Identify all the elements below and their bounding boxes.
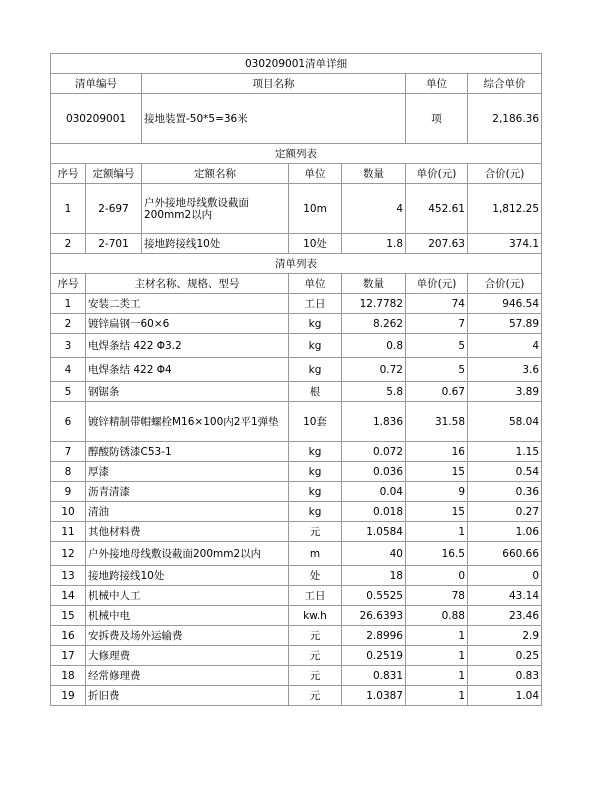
material-row xyxy=(51,462,542,482)
material-name: 电焊条结 422 Φ3.2 xyxy=(86,334,289,358)
material-total: 1.15 xyxy=(468,442,542,462)
quota-name: 接地跨接线10处 xyxy=(142,234,289,254)
material-unit: 元 xyxy=(289,522,342,542)
quota-name: 户外接地母线敷设截面200mm2以内 xyxy=(142,184,289,234)
material-name: 钢锯条 xyxy=(86,382,289,402)
material-name: 沥青清漆 xyxy=(86,482,289,502)
material-name: 户外接地母线敷设截面200mm2以内 xyxy=(86,542,289,566)
material-price: 1 xyxy=(406,666,468,686)
material-qty: 2.8996 xyxy=(342,626,406,646)
quota-header-row xyxy=(51,164,542,184)
material-row xyxy=(51,314,542,334)
material-no: 8 xyxy=(51,462,86,482)
material-qty: 0.2519 xyxy=(342,646,406,666)
material-total: 3.89 xyxy=(468,382,542,402)
material-price: 0.88 xyxy=(406,606,468,626)
material-price: 74 xyxy=(406,294,468,314)
material-unit: 元 xyxy=(289,686,342,706)
material-no: 11 xyxy=(51,522,86,542)
material-total: 0.83 xyxy=(468,666,542,686)
material-header-total: 合价(元) xyxy=(468,274,542,294)
bill-code: 030209001 xyxy=(51,94,142,144)
material-no: 4 xyxy=(51,358,86,382)
material-qty: 0.5525 xyxy=(342,586,406,606)
material-row xyxy=(51,646,542,666)
material-total: 1.06 xyxy=(468,522,542,542)
bill-detail-table xyxy=(50,53,542,706)
quota-total: 1,812.25 xyxy=(468,184,542,234)
quota-code: 2-701 xyxy=(86,234,142,254)
material-qty: 40 xyxy=(342,542,406,566)
material-unit: 处 xyxy=(289,566,342,586)
material-price: 1 xyxy=(406,646,468,666)
material-name: 接地跨接线10处 xyxy=(86,566,289,586)
quota-header-unit: 单位 xyxy=(289,164,342,184)
bill-row xyxy=(51,94,542,144)
material-row xyxy=(51,522,542,542)
material-no: 5 xyxy=(51,382,86,402)
material-unit: kg xyxy=(289,314,342,334)
material-price: 16 xyxy=(406,442,468,462)
material-name: 清油 xyxy=(86,502,289,522)
quota-row xyxy=(51,234,542,254)
material-qty: 18 xyxy=(342,566,406,586)
bill-unit: 项 xyxy=(406,94,468,144)
material-qty: 8.262 xyxy=(342,314,406,334)
bill-header-price: 综合单价 xyxy=(468,74,542,94)
material-total: 0.36 xyxy=(468,482,542,502)
material-no: 2 xyxy=(51,314,86,334)
material-qty: 1.0387 xyxy=(342,686,406,706)
material-name: 经常修理费 xyxy=(86,666,289,686)
material-no: 1 xyxy=(51,294,86,314)
material-unit: kg xyxy=(289,358,342,382)
quota-section-row xyxy=(51,144,542,164)
material-name: 安拆费及场外运输费 xyxy=(86,626,289,646)
material-name: 折旧费 xyxy=(86,686,289,706)
material-row xyxy=(51,686,542,706)
material-section-row xyxy=(51,254,542,274)
bill-name: 接地装置-50*5=36米 xyxy=(142,94,406,144)
material-price: 0.67 xyxy=(406,382,468,402)
material-price: 78 xyxy=(406,586,468,606)
material-no: 9 xyxy=(51,482,86,502)
material-no: 12 xyxy=(51,542,86,566)
material-unit: m xyxy=(289,542,342,566)
material-price: 9 xyxy=(406,482,468,502)
quota-unit: 10处 xyxy=(289,234,342,254)
material-no: 13 xyxy=(51,566,86,586)
material-no: 10 xyxy=(51,502,86,522)
material-no: 7 xyxy=(51,442,86,462)
material-price: 0 xyxy=(406,566,468,586)
material-total: 0 xyxy=(468,566,542,586)
material-total: 23.46 xyxy=(468,606,542,626)
material-no: 19 xyxy=(51,686,86,706)
material-qty: 0.831 xyxy=(342,666,406,686)
material-total: 3.6 xyxy=(468,358,542,382)
quota-section-title: 定额列表 xyxy=(51,144,542,164)
material-total: 4 xyxy=(468,334,542,358)
material-unit: kg xyxy=(289,442,342,462)
material-no: 18 xyxy=(51,666,86,686)
material-header-no: 序号 xyxy=(51,274,86,294)
material-unit: 元 xyxy=(289,646,342,666)
quota-row xyxy=(51,184,542,234)
material-header-qty: 数量 xyxy=(342,274,406,294)
material-unit: kg xyxy=(289,502,342,522)
material-total: 43.14 xyxy=(468,586,542,606)
material-no: 16 xyxy=(51,626,86,646)
material-price: 16.5 xyxy=(406,542,468,566)
quota-price: 452.61 xyxy=(406,184,468,234)
quota-header-code: 定额编号 xyxy=(86,164,142,184)
material-row xyxy=(51,402,542,442)
material-row xyxy=(51,334,542,358)
material-total: 2.9 xyxy=(468,626,542,646)
material-header-row xyxy=(51,274,542,294)
material-qty: 5.8 xyxy=(342,382,406,402)
bill-header-code: 清单编号 xyxy=(51,74,142,94)
material-price: 1 xyxy=(406,686,468,706)
bill-header-name: 项目名称 xyxy=(142,74,406,94)
quota-qty: 1.8 xyxy=(342,234,406,254)
material-no: 15 xyxy=(51,606,86,626)
material-total: 58.04 xyxy=(468,402,542,442)
material-price: 15 xyxy=(406,462,468,482)
material-name: 安装二类工 xyxy=(86,294,289,314)
material-row xyxy=(51,566,542,586)
title-row xyxy=(51,54,542,74)
quota-no: 2 xyxy=(51,234,86,254)
material-no: 17 xyxy=(51,646,86,666)
material-row xyxy=(51,626,542,646)
quota-header-total: 合价(元) xyxy=(468,164,542,184)
material-price: 1 xyxy=(406,522,468,542)
material-section-title: 清单列表 xyxy=(51,254,542,274)
quota-unit: 10m xyxy=(289,184,342,234)
material-row xyxy=(51,442,542,462)
material-no: 6 xyxy=(51,402,86,442)
material-total: 0.54 xyxy=(468,462,542,482)
material-qty: 1.836 xyxy=(342,402,406,442)
material-row xyxy=(51,542,542,566)
material-row xyxy=(51,358,542,382)
quota-qty: 4 xyxy=(342,184,406,234)
material-name: 机械中人工 xyxy=(86,586,289,606)
material-unit: kg xyxy=(289,462,342,482)
bill-price: 2,186.36 xyxy=(468,94,542,144)
material-name: 醇酸防锈漆C53-1 xyxy=(86,442,289,462)
material-qty: 0.072 xyxy=(342,442,406,462)
material-total: 57.89 xyxy=(468,314,542,334)
quota-header-no: 序号 xyxy=(51,164,86,184)
material-unit: 工日 xyxy=(289,294,342,314)
material-row xyxy=(51,666,542,686)
material-total: 946.54 xyxy=(468,294,542,314)
material-qty: 12.7782 xyxy=(342,294,406,314)
quota-header-price: 单价(元) xyxy=(406,164,468,184)
quota-price: 207.63 xyxy=(406,234,468,254)
material-qty: 0.8 xyxy=(342,334,406,358)
material-total: 660.66 xyxy=(468,542,542,566)
material-row xyxy=(51,606,542,626)
material-name: 其他材料费 xyxy=(86,522,289,542)
material-row xyxy=(51,294,542,314)
material-row xyxy=(51,382,542,402)
material-name: 镀锌扁钢一60×6 xyxy=(86,314,289,334)
bill-header-unit: 单位 xyxy=(406,74,468,94)
material-unit: 根 xyxy=(289,382,342,402)
material-header-price: 单价(元) xyxy=(406,274,468,294)
material-unit: kg xyxy=(289,334,342,358)
material-qty: 0.72 xyxy=(342,358,406,382)
material-price: 5 xyxy=(406,334,468,358)
material-unit: 元 xyxy=(289,666,342,686)
material-header-unit: 单位 xyxy=(289,274,342,294)
material-header-name: 主材名称、规格、型号 xyxy=(86,274,289,294)
material-name: 机械中电 xyxy=(86,606,289,626)
material-row xyxy=(51,502,542,522)
material-name: 大修理费 xyxy=(86,646,289,666)
material-qty: 26.6393 xyxy=(342,606,406,626)
quota-no: 1 xyxy=(51,184,86,234)
material-price: 7 xyxy=(406,314,468,334)
material-price: 31.58 xyxy=(406,402,468,442)
material-qty: 1.0584 xyxy=(342,522,406,542)
material-no: 14 xyxy=(51,586,86,606)
bill-header-row xyxy=(51,74,542,94)
material-name: 镀锌精制带帽螺栓M16×100内2平1弹垫 xyxy=(86,402,289,442)
material-name: 电焊条结 422 Φ4 xyxy=(86,358,289,382)
material-unit: 10套 xyxy=(289,402,342,442)
material-total: 1.04 xyxy=(468,686,542,706)
material-row xyxy=(51,586,542,606)
quota-total: 374.1 xyxy=(468,234,542,254)
material-price: 1 xyxy=(406,626,468,646)
quota-header-qty: 数量 xyxy=(342,164,406,184)
material-no: 3 xyxy=(51,334,86,358)
material-unit: 元 xyxy=(289,626,342,646)
material-unit: 工日 xyxy=(289,586,342,606)
material-qty: 0.036 xyxy=(342,462,406,482)
material-qty: 0.04 xyxy=(342,482,406,502)
material-price: 5 xyxy=(406,358,468,382)
quota-header-name: 定额名称 xyxy=(142,164,289,184)
material-total: 0.27 xyxy=(468,502,542,522)
material-unit: kg xyxy=(289,482,342,502)
page-title: 030209001清单详细 xyxy=(51,54,542,74)
quota-code: 2-697 xyxy=(86,184,142,234)
material-name: 厚漆 xyxy=(86,462,289,482)
material-row xyxy=(51,482,542,502)
material-price: 15 xyxy=(406,502,468,522)
material-unit: kw.h xyxy=(289,606,342,626)
material-qty: 0.018 xyxy=(342,502,406,522)
material-total: 0.25 xyxy=(468,646,542,666)
